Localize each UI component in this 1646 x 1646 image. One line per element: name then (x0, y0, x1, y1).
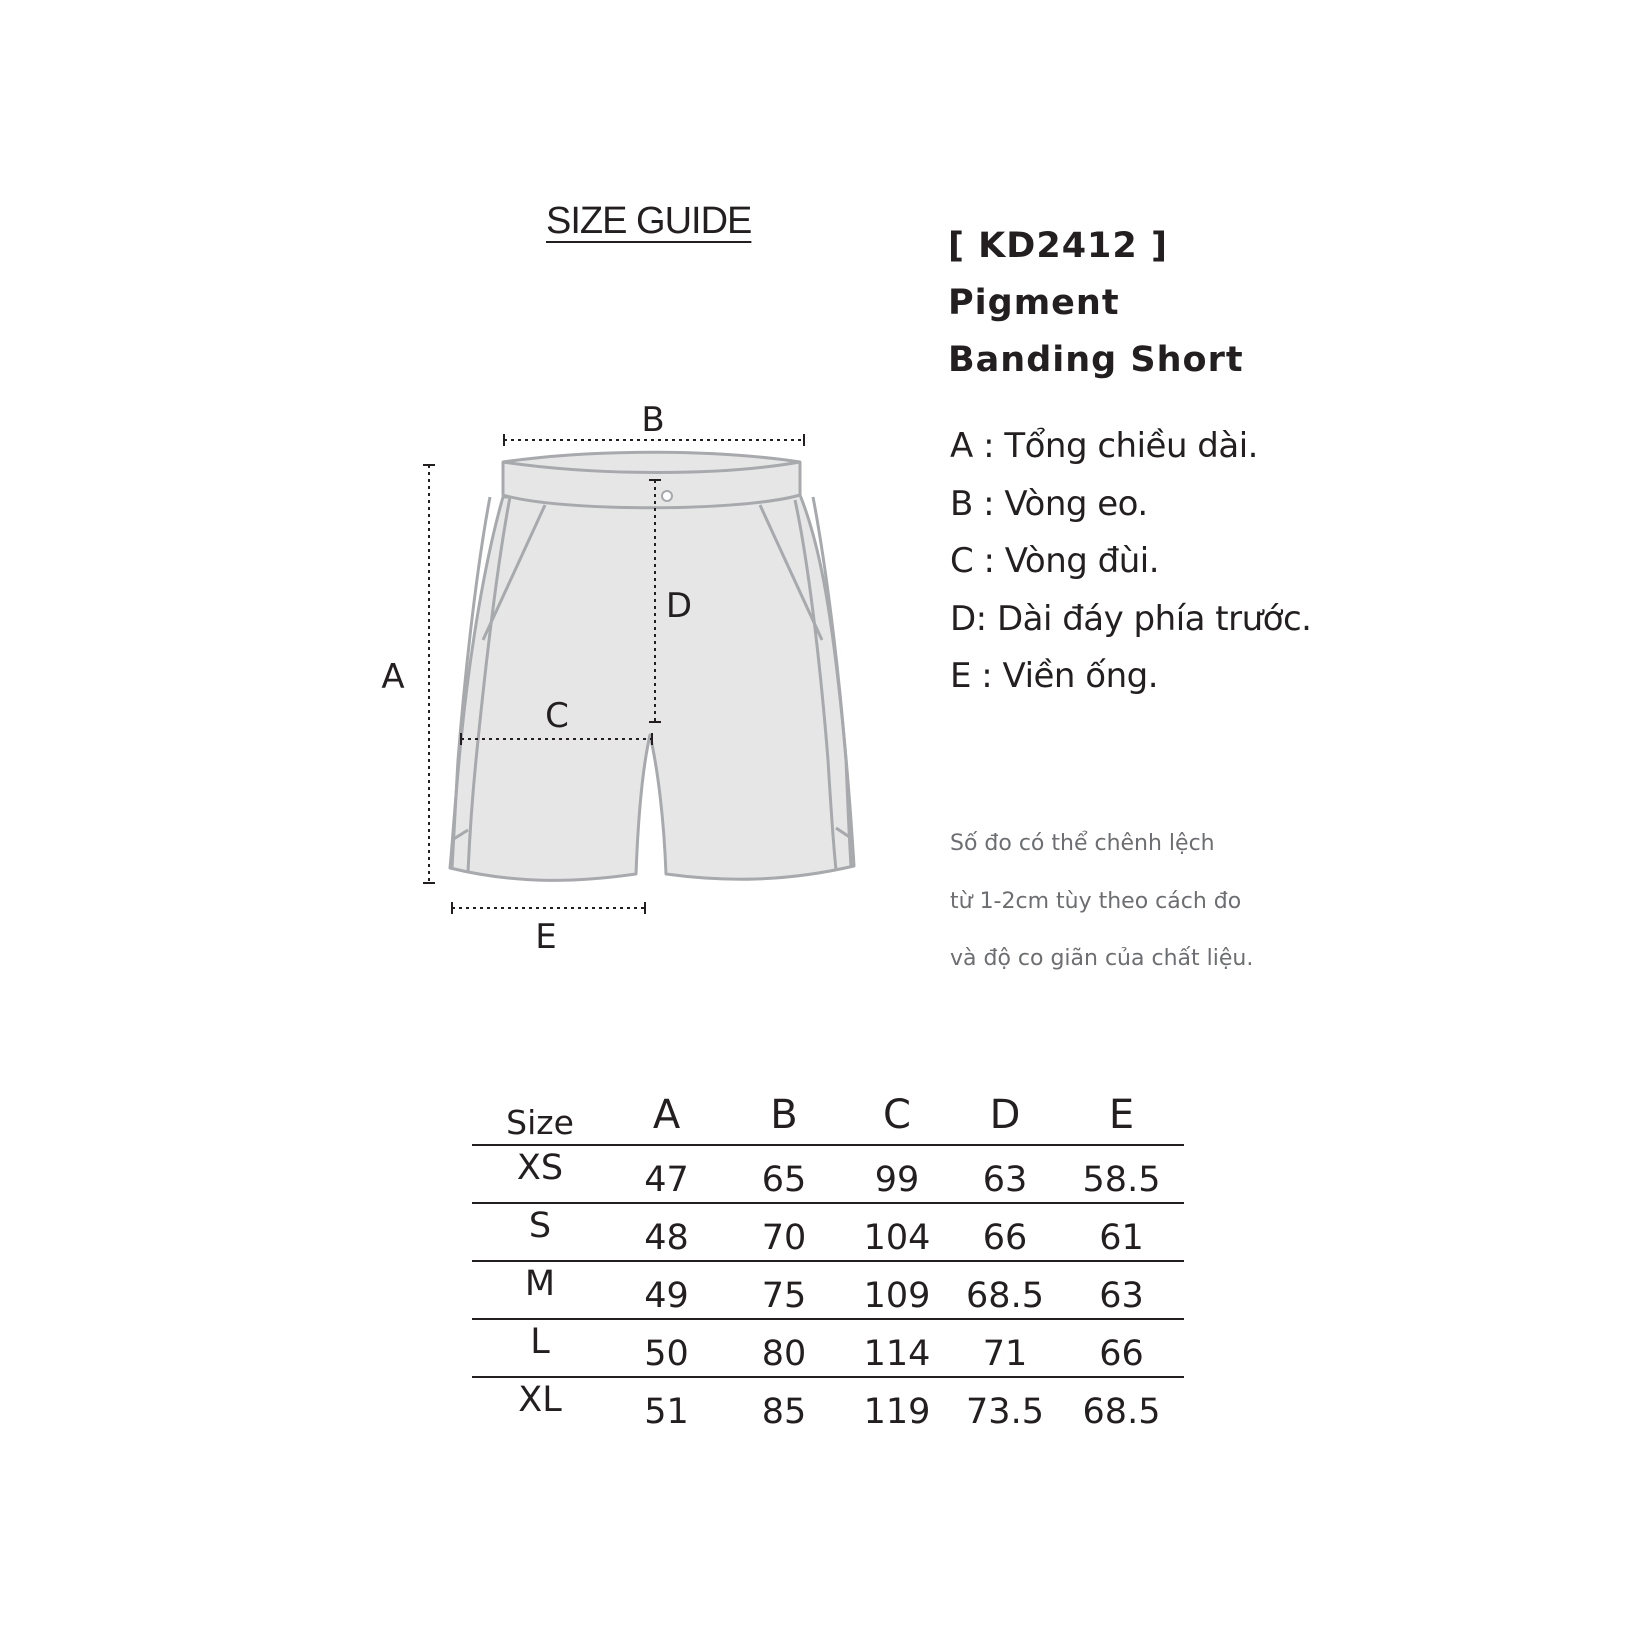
value-cell: 80 (725, 1319, 843, 1377)
legend-item-d: D: Dài đáy phía trước. (950, 598, 1312, 639)
label-b: B (641, 400, 665, 440)
header-b: B (770, 1092, 798, 1138)
header-a: A (652, 1092, 681, 1138)
value-cell: 66 (1059, 1319, 1184, 1377)
label-a: A (381, 657, 405, 697)
value-cell: 47 (608, 1145, 725, 1203)
size-cell: XL (472, 1377, 608, 1434)
value-cell: 63 (951, 1145, 1059, 1203)
value-cell: 58.5 (1059, 1145, 1184, 1203)
value-cell: 68.5 (951, 1261, 1059, 1319)
value-cell: 66 (951, 1203, 1059, 1261)
legend-item-a: A : Tổng chiều dài. (950, 426, 1258, 466)
label-d: D (665, 586, 693, 626)
label-c: C (545, 696, 569, 736)
header-size: Size (506, 1103, 574, 1142)
value-cell: 75 (725, 1261, 843, 1319)
page-title: SIZE GUIDE (546, 200, 752, 242)
value-cell: 63 (1059, 1261, 1184, 1319)
shorts-body (450, 495, 854, 880)
value-cell: 68.5 (1059, 1377, 1184, 1434)
value-cell: 119 (843, 1377, 951, 1434)
value-cell: 71 (951, 1319, 1059, 1377)
header-c: C (883, 1092, 911, 1138)
value-cell: 49 (608, 1261, 725, 1319)
table-row (472, 1377, 1184, 1434)
table-row (472, 1319, 1184, 1377)
product-name-line1: Pigment (948, 283, 1120, 323)
table-row (472, 1261, 1184, 1319)
legend-item-e: E : Viền ống. (950, 656, 1159, 696)
value-cell: 50 (608, 1319, 725, 1377)
value-cell: 65 (725, 1145, 843, 1203)
table-header-row (472, 1066, 1184, 1145)
table-row (472, 1203, 1184, 1261)
legend-item-b: B : Vòng eo. (950, 483, 1148, 524)
shorts-illustration (450, 452, 854, 880)
value-cell: 48 (608, 1203, 725, 1261)
label-e: E (535, 917, 557, 957)
size-cell: M (472, 1261, 608, 1319)
value-cell: 85 (725, 1377, 843, 1434)
value-cell: 73.5 (951, 1377, 1059, 1434)
size-table (472, 1066, 1184, 1434)
value-cell: 99 (843, 1145, 951, 1203)
value-cell: 70 (725, 1203, 843, 1261)
button-icon (662, 491, 672, 501)
note-line-1: Số đo có thể chênh lệch (950, 831, 1215, 856)
note-line-3: và độ co giãn của chất liệu. (950, 946, 1254, 971)
table-row (472, 1145, 1184, 1203)
size-cell: XS (472, 1145, 608, 1203)
size-cell: S (472, 1203, 608, 1261)
value-cell: 51 (608, 1377, 725, 1434)
legend-item-c: C : Vòng đùi. (950, 541, 1160, 581)
value-cell: 114 (843, 1319, 951, 1377)
value-cell: 61 (1059, 1203, 1184, 1261)
size-cell: L (472, 1319, 608, 1377)
note-line-2: từ 1-2cm tùy theo cách đo (950, 888, 1242, 914)
product-name-line2: Banding Short (948, 340, 1244, 380)
header-d: D (989, 1092, 1021, 1138)
product-code: [ KD2412 ] (948, 226, 1168, 266)
header-e: E (1108, 1092, 1135, 1138)
value-cell: 104 (843, 1203, 951, 1261)
value-cell: 109 (843, 1261, 951, 1319)
